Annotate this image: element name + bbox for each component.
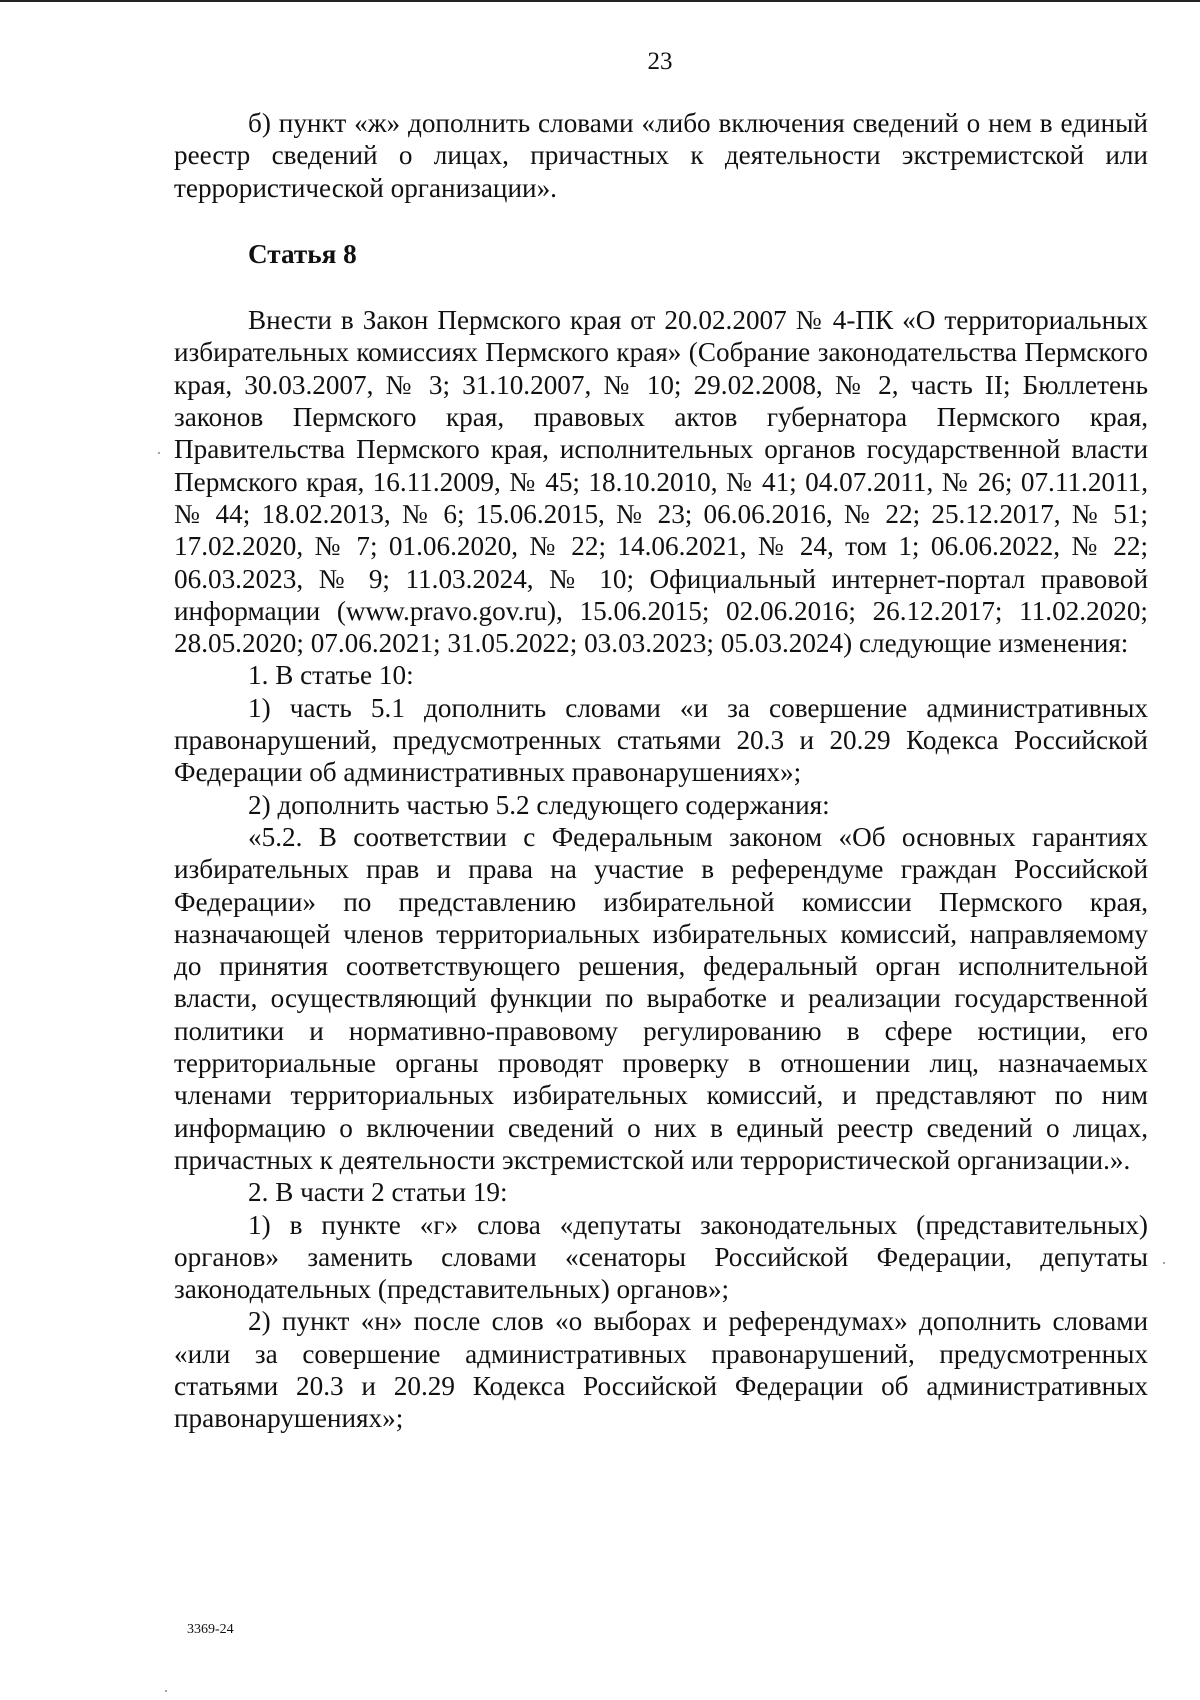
paragraph-item-2-1: 1) в пункте «г» слова «депутаты законодательных (представительных) органов» заменить словами «сенаторы Российской Федерации, депутаты законодательных (представительных) органов»; (174, 1209, 1148, 1305)
paragraph-item-2-2: 2) пункт «н» после слов «о выборах и референдумах» дополнить словами «или за совершение административных правонарушений, предусмотренных статьями 20.3 и 20.29 Кодекса Российской Федерации об административных правонарушениях»; (174, 1306, 1148, 1434)
paragraph-quote-5-2: «5.2. В соответствии с Федеральным законом «Об основных гарантиях избирательных прав и права на участие в референдуме граждан Российской Федерации» по представлению избирательной комиссии Пермского края, назначающей членов территориальных избирательных комиссий, направляемому до принятия соответствующего решения, федеральный орган исполнительной власти, осуществляющий функции по выработке и реализации государственной политики и нормативно-правовому регулированию в сфере юстиции, его территориальные органы проводят проверку в отношении лиц, назначаемых членами территориальных избирательных комиссий, и представляют по ним информацию о включении сведений о них в единый реестр сведений о лицах, причастных к деятельности экстремистской или террористической организации.». (174, 821, 1148, 1175)
paragraph-intro: б) пункт «ж» дополнить словами «либо включения сведений о нем в единый реестр сведений о лицах, причастных к деятельности экстремистской или террористической организации». (174, 108, 1148, 203)
page-top-edge (0, 0, 1200, 2)
document-body (174, 107, 1148, 1435)
paragraph-item-1-2: 2) дополнить частью 5.2 следующего содержания: (248, 789, 830, 820)
paragraph-item-2: 2. В части 2 статьи 19: (248, 1177, 508, 1208)
document-code: 3369-24 (187, 1622, 234, 1637)
scan-speck (165, 1690, 167, 1692)
scan-speck (158, 452, 160, 454)
paragraph-item-1-1: 1) часть 5.1 дополнить словами «и за совершение административных правонарушений, предусмотренных статьями 20.3 и 20.29 Кодекса Российской Федерации об административных правонарушениях»; (174, 692, 1148, 788)
article-heading: Статья 8 (248, 238, 357, 269)
scan-speck (1163, 1262, 1165, 1264)
paragraph-main: Внести в Закон Пермского края от 20.02.2007 № 4-ПК «О территориальных избирательных комиссиях Пермского края» (Собрание законодательства Пермского края, 30.03.2007, № 3; 31.10.2007, № 10; 29.02.2008, № 2, часть II; Бюллетень законов Пермского края, правовых актов губернатора Пермского края, Правительства Пермского края, исполнительных органов государственной власти Пермского края, 16.11.2009, № 45; 18.10.2010, № 41; 04.07.2011, № 26; 07.11.2011, № 44; 18.02.2013, № 6; 15.06.2015, № 23; 06.06.2016, № 22; 25.12.2017, № 51; 17.02.2020, № 7; 01.06.2020, № 22; 14.06.2021, № 24, том 1; 06.06.2022, № 22; 06.03.2023, № 9; 11.03.2024, № 10; Официальный интернет-портал правовой информации (www.pravo.gov.ru), 15.06.2015; 02.06.2016; 26.12.2017; 11.02.2020; 28.05.2020; 07.06.2021; 31.05.2022; 03.03.2023; 05.03.2024) следующие изменения: (174, 305, 1148, 659)
page-number: 23 (647, 48, 673, 75)
paragraph-item-1: 1. В статье 10: (248, 660, 414, 691)
